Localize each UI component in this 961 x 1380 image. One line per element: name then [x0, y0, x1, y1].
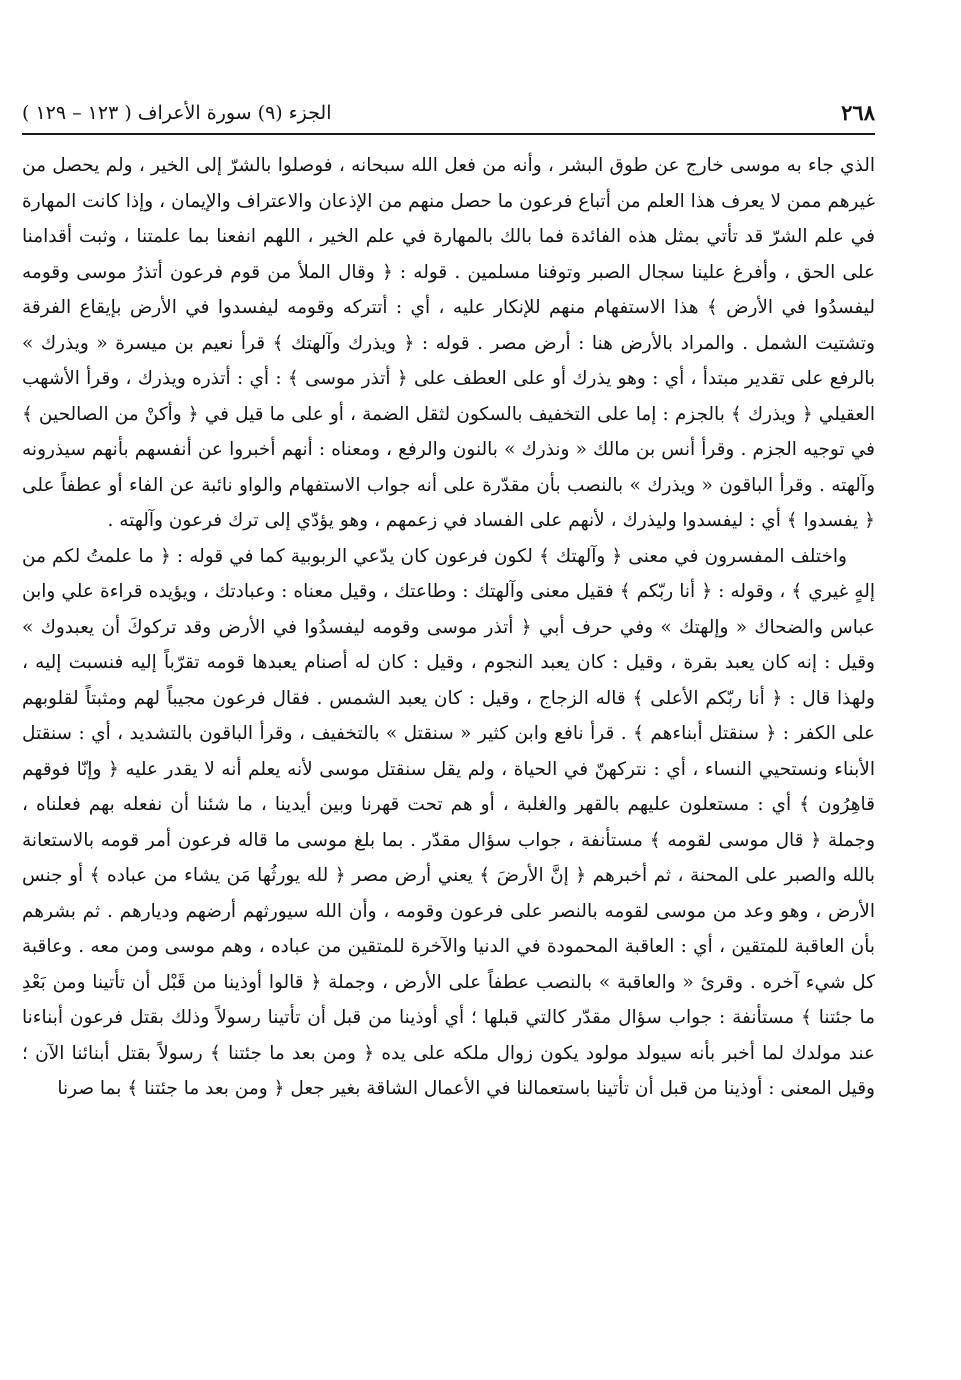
page-header [22, 96, 875, 136]
paragraph: واختلف المفسرون في معنى ﴿ وآلهتك ﴾ لكون فرعون كان يدّعي الربوبية كما في قوله : ﴿ ما علمتُ لكم من إلهٍ غيري ﴾ ، وقوله : ﴿ أنا ربّكم ﴾ فقيل معنى وآلهتك : وطاعتك ، وقيل معناه : وعبادتك ، ويؤيده قراءة علي وابن عباس والضحاك « وإلهتك » وفي حرف أبي ﴿ أتذر موسى وقومه ليفسدُوا في الأرض وقد تركوكَ أن يعبدوك » وقيل : إنه كان يعبد بقرة ، وقيل : كان يعبد النجوم ، وقيل : كان له أصنام يعبدها قومه تقرّباً إليه فنسبت إليه ، ولهذا قال : ﴿ أنا ربّكم الأعلى ﴾ قاله الزجاج ، وقيل : كان يعبد الشمس . فقال فرعون مجيباً لهم ومثبتاً لقلوبهم على الكفر : ﴿ سنقتل أبناءهم ﴾ . قرأ نافع وابن كثير « سنقتل » بالتخفيف ، وقرأ الباقون بالتشديد ، أي : سنقتل الأبناء ونستحيي النساء ، أي : نتركهنّ في الحياة ، ولم يقل سنقتل موسى لأنه يعلم أنه لا يقدر عليه ﴿ وإنّا فوقهم قاهِرُون ﴾ أي : مستعلون عليهم بالقهر والغلبة ، أو هم تحت قهرنا وبين أيدينا ، ما شئنا أن نفعله بهم فعلناه ، وجملة ﴿ قال موسى لقومه ﴾ مستأنفة ، جواب سؤال مقدّر . بما بلغ موسى ما قاله فرعون أمر قومه بالاستعانة بالله والصبر على المحنة ، ثم أخبرهم ﴿ إنَّ الأرضَ ﴾ يعني أرض مصر ﴿ لله يورثُها مَن يشاء من عباده ﴾ أو جنس الأرض ، وهو وعد من موسى لقومه بالنصر على فرعون وقومه ، وأن الله سيورثهم أرضهم وديارهم . ثم بشرهم بأن العاقبة للمتقين ، أي : العاقبة المحمودة في الدنيا والآخرة للمتقين من عباده ، وهم موسى ومن معه . وعاقبة كل شيء آخره . وقرئ « والعاقبة » بالنصب عطفاً على الأرض ، وجملة ﴿ قالوا أوذينا من قَبْل أن تأتينا ومن بَعْدِ ما جئتنا ﴾ مستأنفة : جواب سؤال مقدّر كالتي قبلها ؛ أي أوذينا من قبل أن تأتينا رسولاً وذلك بقتل فرعون أبناءنا عند مولدك لما أخبر بأنه سيولد مولود يكون زوال ملكه على يده ﴿ ومن بعد ما جئتنا ﴾ رسولاً بقتل أبنائنا الآن ؛ وقيل المعنى : أوذينا من قبل أن تأتينا باستعمالنا في الأعمال الشاقة بغير جعل ﴿ ومن بعد ما جئتنا ﴾ بما صرنا [22, 545, 875, 1099]
running-title: الجزء (٩) سورة الأعراف ( ١٢٣ – ١٢٩ ) [22, 102, 332, 124]
page-number: ٢٦٨ [841, 100, 875, 125]
header-divider [22, 133, 875, 135]
paragraph: الذي جاء به موسى خارج عن طوق البشر ، وأنه من فعل الله سبحانه ، فوصلوا بالشرّ إلى الخير ، ولم يحصل من غيرهم ممن لا يعرف هذا العلم من أتباع فرعون ما حصل منهم من الإذعان والاعتراف والإيمان ، وإذا كانت المهارة في علم الشرّ قد تأتي بمثل هذه الفائدة فما بالك بالمهارة في علم الخير ، اللهم انفعنا بما علمتنا ، وثبت أقدامنا على الحق ، وأفرغ علينا سجال الصبر وتوفنا مسلمين . قوله : ﴿ وقال الملأ من قوم فرعون أتذرُ موسى وقومه ليفسدُوا في الأرض ﴾ هذا الاستفهام منهم للإنكار عليه ، أي : أتتركه وقومه ليفسدوا في الأرض بإيقاع الفرقة وتشتيت الشمل . والمراد بالأرض هنا : أرض مصر . قوله : ﴿ ويذرك وآلهتك ﴾ قرأ نعيم بن ميسرة « ويذرك » بالرفع على تقدير مبتدأ ، أي : وهو يذرك أو على العطف على ﴿ أتذر موسى ﴾ : أي : أتذره ويذرك ، وقرأ الأشهب العقيلي ﴿ ويذرك ﴾ بالجزم : إما على التخفيف بالسكون لثقل الضمة ، أو على ما قيل في ﴿ وأكنْ من الصالحين ﴾ في توجيه الجزم . وقرأ أنس بن مالك « ونذرك » بالنون والرفع ، ومعناه : أنهم أخبروا عن أنفسهم بأنهم سيذرونه وآلهته . وقرأ الباقون « ويذرك » بالنصب بأن مقدّرة على أنه جواب الاستفهام والواو نائبة عن الفاء أو عطفاً على ﴿ يفسدوا ﴾ أي : ليفسدوا وليذرك ، لأنهم على الفساد في زعمهم ، وهو يؤدّي إلى ترك فرعون وآلهته . [22, 155, 875, 531]
page-body [22, 148, 875, 1308]
